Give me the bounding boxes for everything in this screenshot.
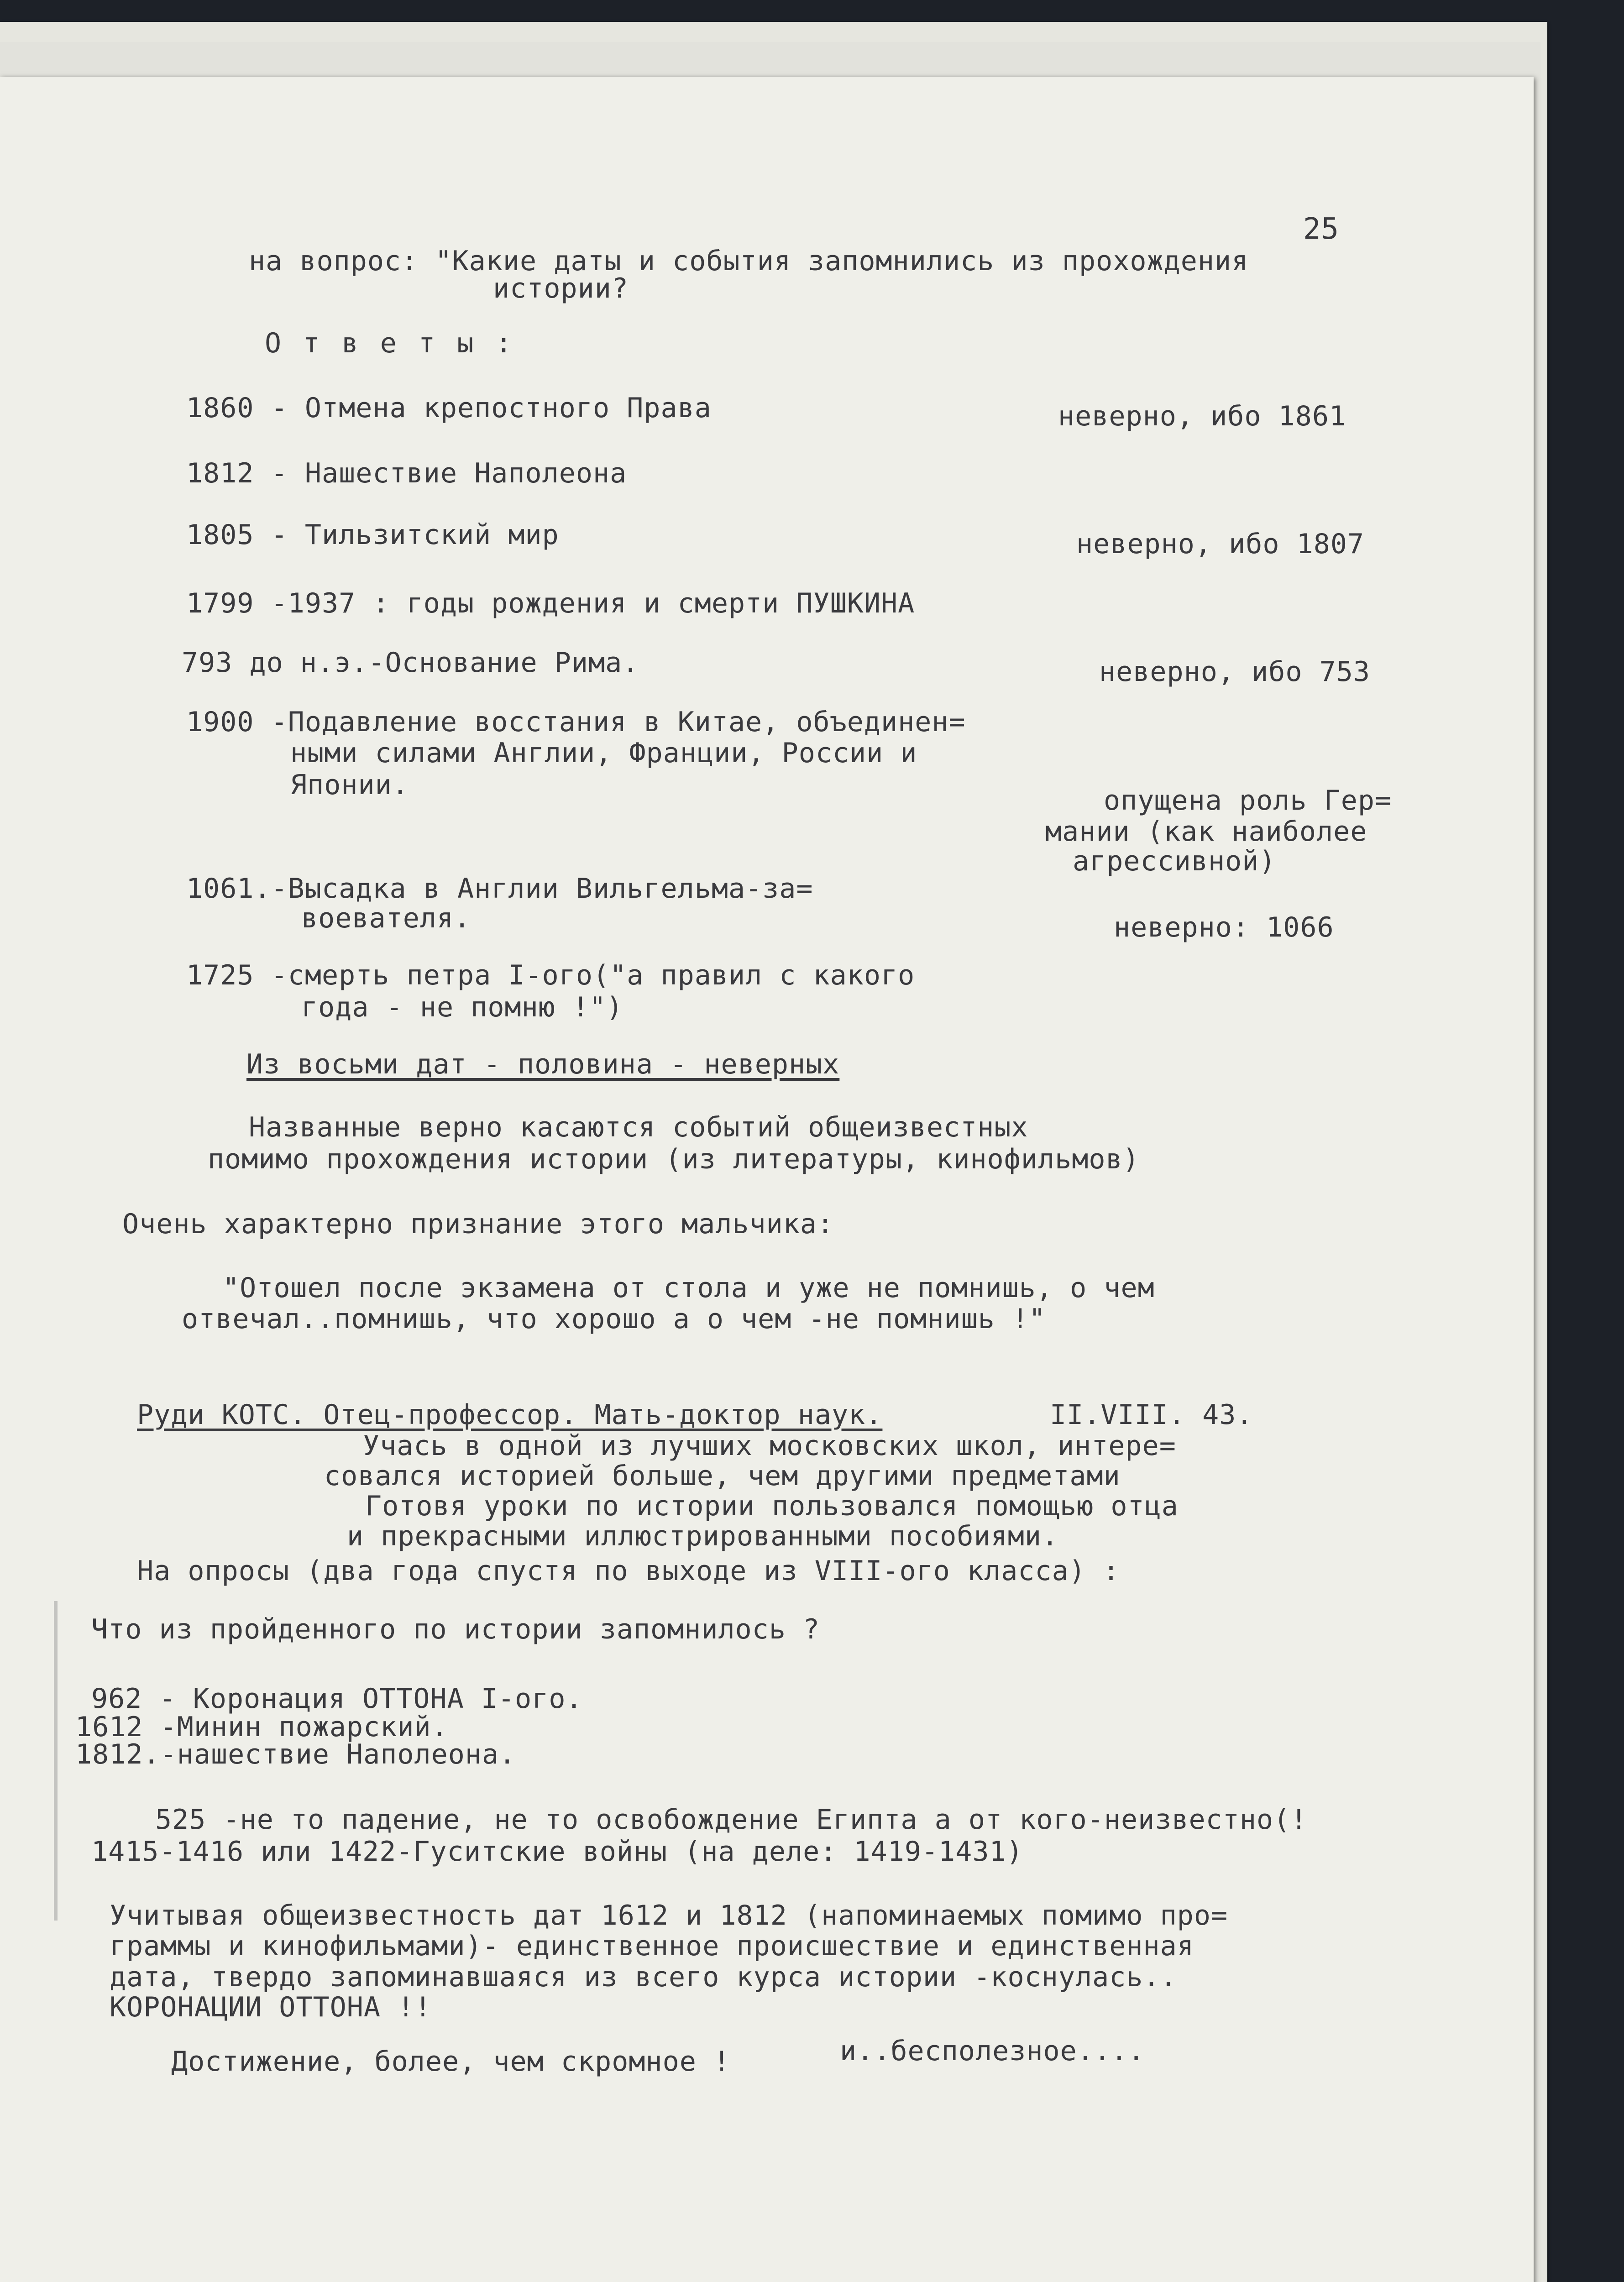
case2-body-line: Учась в одной из лучших московских школ, интере=: [363, 1430, 1176, 1462]
case2-header: Руди КОТС. Отец-профессор. Мать-доктор наук.: [137, 1399, 883, 1431]
confession-quote: "Отошел после экзамена от стола и уже не помнишь, о чем: [223, 1272, 1155, 1304]
case2-body-line: и прекрасными иллюстрированными пособиями.: [347, 1520, 1059, 1552]
answer-text: воевателя.: [301, 902, 471, 934]
case2-item: 1612 -Минин пожарский.: [75, 1711, 448, 1743]
answer-text: 1061.-Высадка в Англии Вильгельма-за=: [186, 873, 813, 905]
case2-conclusion-line: дата, твердо запоминавшаяся из всего курса истории -коснулась..: [110, 1961, 1177, 1993]
answer-note: опущена роль Гер=: [1104, 785, 1392, 816]
answer-text: 1860 - Отмена крепостного Права: [186, 392, 712, 424]
answer-text: 1799 -1937 : годы рождения и смерти ПУШКИНА: [186, 587, 915, 619]
answer-text: ными силами Англии, Франции, России и: [290, 737, 917, 769]
confession-quote: отвечал..помнишь, что хорошо а о чем -не помнишь !": [182, 1303, 1046, 1335]
answer-text: 1812 - Нашествие Наполеона: [186, 457, 627, 489]
case2-survey: На опросы (два года спустя по выходе из VIII-ого класса) :: [137, 1555, 1120, 1587]
margin-crease: [54, 1601, 58, 1921]
summary-line: помимо прохождения истории (из литературы, кинофильмов): [208, 1143, 1140, 1175]
summary-line: Названные верно касаются событий общеизвестных: [249, 1111, 1028, 1143]
answer-text: 793 до н.э.-Основание Рима.: [182, 647, 639, 679]
case2-final-right: и..бесполезное....: [840, 2035, 1145, 2067]
answer-text: 1725 -смерть петра I-ого("а правил с какого: [186, 959, 915, 991]
answer-text: Японии.: [290, 769, 409, 801]
answers-heading: О т в е т ы :: [265, 327, 515, 359]
intro-line: истории?: [493, 272, 629, 304]
case2-final-left: Достижение, более, чем скромное !: [171, 2046, 731, 2078]
case2-body-line: совался историей больше, чем другими предметами: [324, 1460, 1121, 1492]
answer-note: неверно: 1066: [1114, 911, 1334, 943]
case2-item: 525 -не то падение, не то освобождение Египта а от кого-неизвестно(!: [155, 1804, 1308, 1836]
answer-note: неверно, ибо 753: [1099, 656, 1370, 688]
case2-item: 1415-1416 или 1422-Гуситские войны (на деле: 1419-1431): [91, 1836, 1023, 1868]
answer-note: агрессивной): [1073, 845, 1276, 877]
answer-note: мании (как наиболее: [1045, 816, 1367, 848]
summary-underlined: Из восьми дат - половина - неверных: [246, 1048, 840, 1080]
answer-note: неверно, ибо 1807: [1076, 528, 1365, 560]
case2-conclusion-line: граммы и кинофильмами)- единственное происшествие и единственная: [110, 1930, 1194, 1962]
case2-item: 1812.-нашествие Наполеона.: [75, 1738, 516, 1770]
case2-conclusion-line: КОРОНАЦИИ ОТТОНА !!: [110, 1991, 432, 2023]
answer-text: 1805 - Тильзитский мир: [186, 519, 559, 551]
answer-text: 1900 -Подавление восстания в Китае, объединен=: [186, 706, 966, 738]
answer-text: года - не помню !"): [301, 991, 623, 1023]
answer-note: неверно, ибо 1861: [1058, 400, 1346, 432]
case2-body-line: Готовя уроки по истории пользовался помощью отца: [365, 1490, 1179, 1522]
case2-item: 962 - Коронация ОТТОНА I-ого.: [91, 1683, 583, 1715]
confession-intro: Очень характерно признание этого мальчика:: [122, 1208, 834, 1240]
intro-line: на вопрос: "Какие даты и события запомнились из прохождения: [249, 245, 1249, 277]
case2-date: II.VIII. 43.: [1050, 1399, 1253, 1431]
case2-conclusion-line: Учитывая общеизвестность дат 1612 и 1812 (напоминаемых помимо про=: [110, 1900, 1228, 1931]
case2-question: Что из пройденного по истории запомнилось ?: [91, 1613, 820, 1645]
page-number: 25: [1303, 212, 1340, 246]
